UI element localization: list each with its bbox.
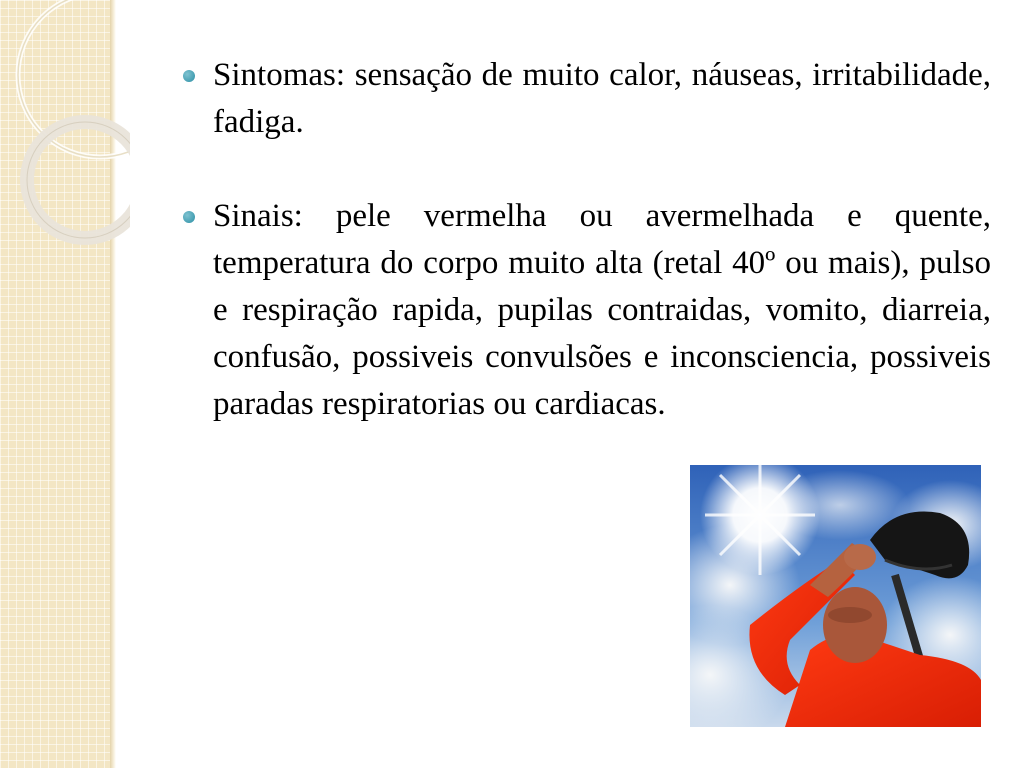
decorative-circles — [0, 0, 130, 260]
bullet-sinais — [183, 193, 991, 428]
person-in-sun-photo — [690, 465, 981, 727]
bullet-sintomas — [183, 52, 991, 146]
bullet-text: Sintomas: sensação de muito calor, náuseas, irritabilidade, fadiga. — [213, 57, 991, 140]
photo-illustration — [690, 465, 981, 727]
bullet-dot-icon — [183, 70, 195, 82]
bullet-text: Sinais: pele vermelha ou avermelhada e quente, temperatura do corpo muito alta (retal 40º ou mais), pulso e respiração rapida, pupilas contraidas, vomito, diarreia, confusão, possiveis convulsões e inconsciencia, possiveis paradas respiratorias ou cardiacas. — [213, 198, 991, 422]
bullet-dot-icon — [183, 211, 195, 223]
slide-content — [183, 52, 991, 428]
